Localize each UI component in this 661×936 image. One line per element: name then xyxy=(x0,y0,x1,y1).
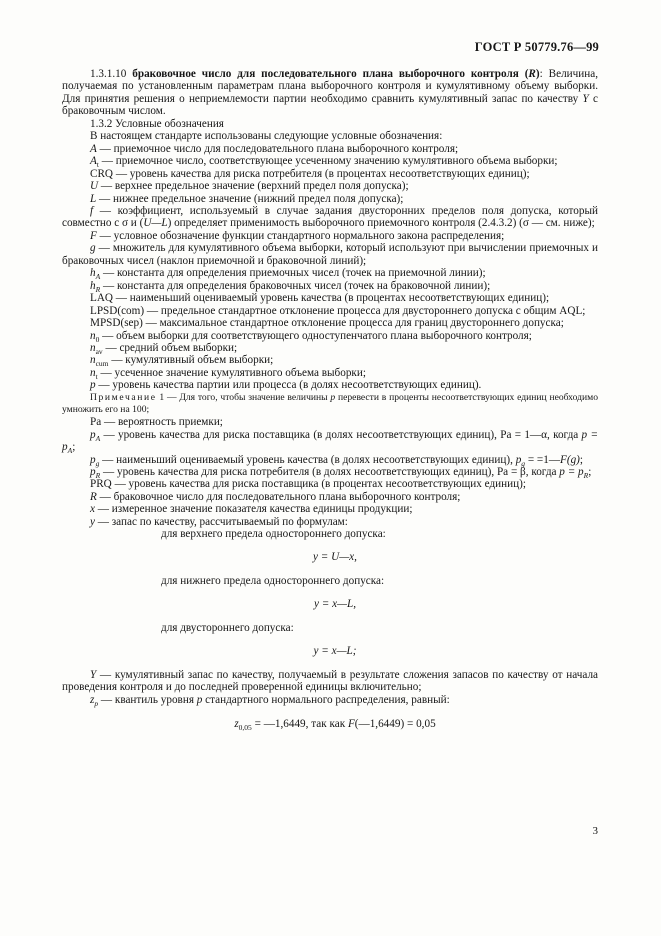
def-Pa: Pa — вероятность приемки; xyxy=(90,416,223,429)
def-hR: $h_R$ — константа для определения браковочных чисел (точек на браковочной линии); xyxy=(90,279,491,294)
def-pA: $p_A$ — уровень качества для риска поставщика (в долях несоответствующих единиц), Pa = 1—α, когда $p = p_A$; xyxy=(62,428,598,456)
note-1: Примечание 1 — Для того, чтобы значение величины p перевести в проценты несоответствующих единиц необходимо умножить его на 100; xyxy=(62,391,598,415)
def-CRQ: CRQ — уровень качества для риска потребителя (в процентах несоответствующих единиц); xyxy=(90,167,530,180)
def-LAQ: LAQ — наименьший оцениваемый уровень качества (в процентах несоответствующих единиц); xyxy=(90,292,550,305)
formula-upper: y = U—x, xyxy=(313,550,357,563)
formula-z005: $z_{0,05}$ = —1,6449, так как F(—1,6449) = 0,05 xyxy=(234,718,436,733)
paragraph-1-3-1-10: 1.3.1.10 браковочное число для последовательного плана выборочного контроля (R): Величина, получаемая по установленным параметрам плана выборочного контроля и кумулятивному объему выборки. Для принятия решения о неприемлемости партии необходимо сравнить кумулятивный запас по качеству Y с браковочным числом. xyxy=(62,68,598,118)
def-LPSD: LPSD(com) — предельное стандартное отклонение процесса для двустороннего допуска с общим AQL; xyxy=(90,304,586,317)
standard-header: ГОСТ Р 50779.76—99 xyxy=(474,40,599,54)
formula-upper-intro: для верхнего предела одностороннего допуска: xyxy=(161,528,386,541)
section-number: 1.3.1.10 xyxy=(90,68,127,80)
def-n0: $n_0$ — объем выборки для соответствующего одноступенчатого плана выборочного контроля; xyxy=(90,329,532,344)
def-zp: $z_p$ — квантиль уровня p стандартного нормального распределения, равный: xyxy=(90,693,450,709)
def-nt: $n_t$ — усеченное значение кумулятивного объема выборки; xyxy=(90,366,366,382)
formula-lower: y = x—L, xyxy=(313,597,357,610)
section-heading-1-3-2: 1.3.2 Условные обозначения xyxy=(90,117,224,130)
def-MPSD: MPSD(sep) — максимальное стандартное отклонение процесса для границ двустороннего допуска; xyxy=(90,317,564,330)
term-title: браковочное число для последовательного плана выборочного контроля (R) xyxy=(132,68,540,80)
def-pg: $p_g$ — наименьший оцениваемый уровень качества (в долях несоответствующих единиц), $p_g$ = =1—F(g); xyxy=(90,453,584,468)
def-hA: $h_A$ — константа для определения приемочных чисел (точек на приемочной линии); xyxy=(90,267,486,282)
def-U: U — верхнее предельное значение (верхний предел поля допуска); xyxy=(90,180,409,193)
def-nav: $n_{av}$ — средний объем выборки; xyxy=(90,341,238,357)
def-At: $A_t$ — приемочное число, соответствующее усеченному значению кумулятивного объема выборки; xyxy=(90,155,558,170)
def-g: g — множитель для кумулятивного объема выборки, который используют при вычислении приемочных и браковочных чисел (наклон приемочной и браковочной линий); xyxy=(62,242,598,267)
def-PRQ: PRQ — уровень качества для риска поставщика (в процентах несоответствующих единиц); xyxy=(90,478,526,491)
def-Y: Y — кумулятивный запас по качеству, получаемый в результате сложения запасов по качеству от начала проведения контроля и до последней проверенной единицы включительно; xyxy=(62,668,598,694)
def-F: F — условное обозначение функции стандартного нормального закона распределения; xyxy=(90,229,505,242)
formula-lower-intro: для нижнего предела одностороннего допуска: xyxy=(161,575,385,588)
page-number: 3 xyxy=(592,825,598,837)
def-f: f — коэффициент, используемый в случае задания двусторонних пределов поля допуска, который совместно с σ и (U—L) определяет применимость выборочного приемочного контроля (2.4.3.2) (σ — см. ниже); xyxy=(62,204,598,230)
document-body xyxy=(62,68,598,731)
def-A: A — приемочное число для последовательного плана выборочного контроля; xyxy=(90,142,459,155)
formula-two-intro: для двустороннего допуска: xyxy=(161,622,294,635)
section-intro: В настоящем стандарте использованы следующие условные обозначения: xyxy=(90,130,443,143)
formula-two: y = x—L; xyxy=(313,644,357,657)
def-y: y — запас по качеству, рассчитываемый по формулам: xyxy=(90,515,348,528)
def-L: L — нижнее предельное значение (нижний предел поля допуска); xyxy=(90,192,404,205)
def-ncum: $n_{cum}$ — кумулятивный объем выборки; xyxy=(90,354,274,369)
def-R: R — браковочное число для последовательного плана выборочного контроля; xyxy=(90,490,461,503)
def-x: x — измеренное значение показателя качества единицы продукции; xyxy=(90,503,413,516)
def-pR: $p_R$ — уровень качества для риска потребителя (в долях несоответствующих единиц), Pa = β, когда $p = p_R$; xyxy=(90,466,592,481)
def-p: p — уровень качества партии или процесса (в долях несоответствующих единиц). xyxy=(90,379,482,392)
